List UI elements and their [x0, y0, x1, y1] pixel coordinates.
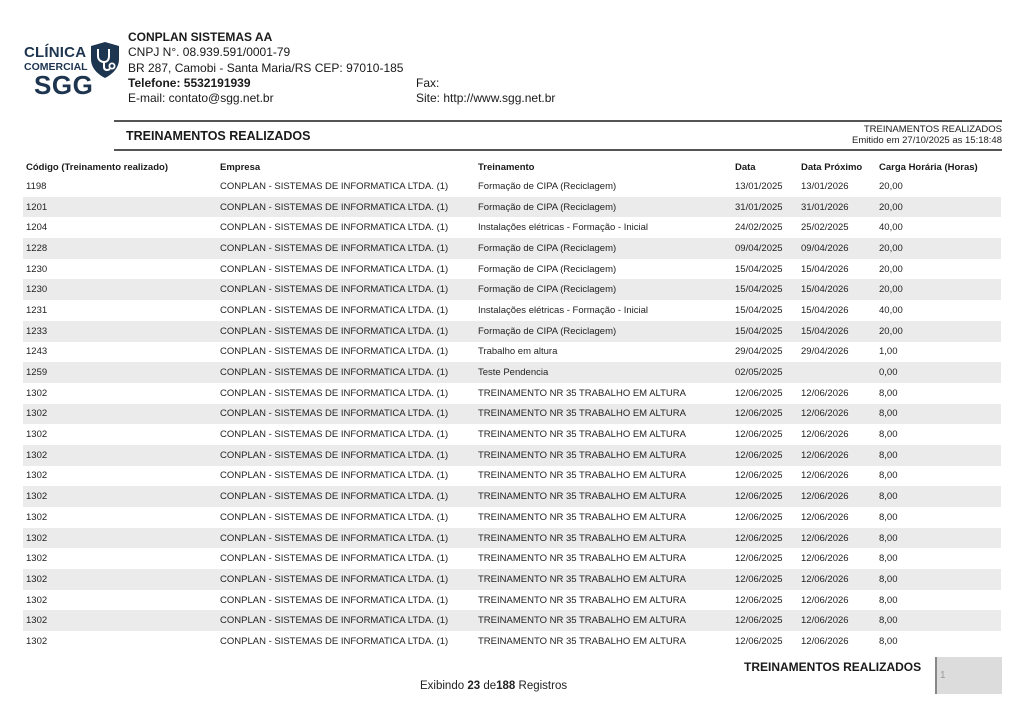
cell-date: 09/04/2025	[732, 238, 798, 259]
cell-training: TREINAMENTO NR 35 TRABALHO EM ALTURA	[478, 511, 686, 523]
table-row	[23, 217, 1001, 238]
cell-date: 12/06/2025	[732, 404, 798, 425]
cell-training: Trabalho em altura	[478, 346, 558, 358]
cell-next-date: 29/04/2026	[801, 346, 849, 358]
cell-training: Formação de CIPA (Reciclagem)	[478, 263, 617, 275]
company-email: E-mail: contato@sgg.net.br	[128, 91, 274, 106]
cell-company: CONPLAN - SISTEMAS DE INFORMATICA LTDA. (1)	[217, 610, 475, 631]
company-phone: Telefone: 5532191939	[128, 75, 251, 90]
col-header-code: Código (Treinamento realizado)	[26, 161, 168, 173]
cell-code: 1228	[23, 238, 217, 259]
table-row	[23, 548, 1001, 569]
report-title-bar	[114, 120, 1002, 151]
cell-training: TREINAMENTO NR 35 TRABALHO EM ALTURA	[475, 528, 732, 549]
cell-next-date: 12/06/2026	[798, 610, 876, 631]
col-header-next-date: Data Próximo	[801, 161, 863, 173]
cell-company: CONPLAN - SISTEMAS DE INFORMATICA LTDA. (1)	[217, 279, 475, 300]
cell-code: 1230	[26, 263, 48, 275]
cell-training: TREINAMENTO NR 35 TRABALHO EM ALTURA	[475, 445, 732, 466]
cell-next-date: 25/02/2025	[801, 222, 849, 234]
company-address: BR 287, Camobi - Santa Maria/RS CEP: 97010-185	[128, 60, 404, 75]
company-cnpj: CNPJ N°. 08.939.591/0001-79	[128, 45, 291, 60]
cell-date: 12/06/2025	[735, 553, 783, 565]
cell-hours: 8,00	[876, 445, 1001, 466]
cell-hours: 0,00	[876, 362, 1001, 383]
shield-stethoscope-icon	[89, 41, 121, 79]
cell-code: 1302	[26, 594, 48, 606]
table-row	[23, 590, 1001, 611]
col-header-company: Empresa	[220, 161, 261, 173]
cell-date: 12/06/2025	[732, 486, 798, 507]
cell-company: CONPLAN - SISTEMAS DE INFORMATICA LTDA. (1)	[220, 387, 449, 399]
cell-hours: 20,00	[876, 197, 1001, 218]
cell-code: 1302	[23, 528, 217, 549]
cell-next-date	[798, 362, 876, 383]
cell-hours: 20,00	[876, 238, 1001, 259]
cell-code: 1302	[23, 445, 217, 466]
cell-company: CONPLAN - SISTEMAS DE INFORMATICA LTDA. (1)	[217, 321, 475, 342]
trainings-table	[23, 158, 1001, 652]
table-row	[23, 466, 1001, 487]
cell-training: Teste Pendencia	[475, 362, 732, 383]
cell-hours: 20,00	[876, 279, 1001, 300]
cell-hours: 40,00	[879, 222, 903, 234]
col-header-date: Data	[735, 161, 756, 173]
cell-date: 15/04/2025	[732, 279, 798, 300]
cell-date: 15/04/2025	[735, 263, 783, 275]
cell-hours: 8,00	[876, 569, 1001, 590]
report-title: TREINAMENTOS REALIZADOS	[126, 129, 311, 143]
cell-next-date: 12/06/2026	[798, 569, 876, 590]
cell-training: TREINAMENTO NR 35 TRABALHO EM ALTURA	[478, 387, 686, 399]
page-number: 1	[940, 670, 946, 681]
table-row	[23, 569, 1001, 590]
records-prefix: Exibindo	[420, 680, 465, 692]
cell-code: 1302	[26, 470, 48, 482]
table-row	[23, 321, 1001, 342]
cell-company: CONPLAN - SISTEMAS DE INFORMATICA LTDA. (1)	[220, 594, 449, 606]
cell-date: 15/04/2025	[735, 304, 783, 316]
table-row	[23, 238, 1001, 259]
cell-date: 24/02/2025	[735, 222, 783, 234]
cell-code: 1302	[26, 635, 48, 647]
company-info	[128, 30, 556, 106]
col-header-training: Treinamento	[478, 161, 535, 173]
table-row	[23, 631, 1001, 652]
cell-date: 12/06/2025	[735, 429, 783, 441]
cell-training: TREINAMENTO NR 35 TRABALHO EM ALTURA	[478, 553, 686, 565]
table-row	[23, 424, 1001, 445]
table-row	[23, 383, 1001, 404]
cell-date: 12/06/2025	[735, 635, 783, 647]
table-header-row	[23, 158, 1001, 176]
cell-next-date: 12/06/2026	[801, 470, 849, 482]
cell-training: Formação de CIPA (Reciclagem)	[475, 238, 732, 259]
cell-next-date: 12/06/2026	[798, 445, 876, 466]
cell-company: CONPLAN - SISTEMAS DE INFORMATICA LTDA. (1)	[220, 222, 449, 234]
cell-hours: 8,00	[879, 470, 898, 482]
cell-next-date: 13/01/2026	[801, 180, 849, 192]
cell-next-date: 15/04/2026	[798, 279, 876, 300]
cell-company: CONPLAN - SISTEMAS DE INFORMATICA LTDA. (1)	[220, 346, 449, 358]
cell-date: 12/06/2025	[732, 610, 798, 631]
table-row	[23, 259, 1001, 280]
cell-code: 1302	[23, 486, 217, 507]
cell-training: TREINAMENTO NR 35 TRABALHO EM ALTURA	[478, 635, 686, 647]
cell-training: TREINAMENTO NR 35 TRABALHO EM ALTURA	[475, 610, 732, 631]
cell-next-date: 12/06/2026	[801, 429, 849, 441]
cell-hours: 8,00	[876, 610, 1001, 631]
table-row	[23, 300, 1001, 321]
cell-code: 1302	[23, 404, 217, 425]
cell-next-date: 12/06/2026	[798, 486, 876, 507]
cell-next-date: 15/04/2026	[798, 321, 876, 342]
cell-date: 12/06/2025	[732, 569, 798, 590]
table-row	[23, 342, 1001, 363]
logo-line-2: COMERCIAL	[24, 61, 88, 73]
cell-training: Formação de CIPA (Reciclagem)	[475, 321, 732, 342]
page-number-box	[935, 657, 1002, 694]
cell-date: 29/04/2025	[735, 346, 783, 358]
table-row	[23, 176, 1001, 197]
cell-hours: 1,00	[879, 346, 898, 358]
cell-code: 1302	[26, 511, 48, 523]
cell-date: 12/06/2025	[732, 445, 798, 466]
cell-hours: 8,00	[876, 486, 1001, 507]
cell-company: CONPLAN - SISTEMAS DE INFORMATICA LTDA. (1)	[220, 553, 449, 565]
table-row	[23, 197, 1001, 218]
cell-code: 1302	[26, 553, 48, 565]
records-suffix: Registros	[518, 680, 568, 692]
cell-hours: 8,00	[879, 387, 898, 399]
cell-hours: 8,00	[879, 511, 898, 523]
logo-line-1: CLÍNICA	[24, 44, 87, 61]
cell-training: TREINAMENTO NR 35 TRABALHO EM ALTURA	[478, 594, 686, 606]
cell-hours: 20,00	[879, 263, 903, 275]
cell-training: TREINAMENTO NR 35 TRABALHO EM ALTURA	[475, 404, 732, 425]
report-emitted: Emitido em 27/10/2025 as 15:18:48	[852, 135, 1002, 146]
cell-next-date: 09/04/2026	[798, 238, 876, 259]
table-row	[23, 279, 1001, 300]
cell-next-date: 15/04/2026	[801, 304, 849, 316]
cell-date: 31/01/2025	[732, 197, 798, 218]
cell-training: Formação de CIPA (Reciclagem)	[475, 197, 732, 218]
table-row	[23, 362, 1001, 383]
cell-date: 12/06/2025	[735, 594, 783, 606]
cell-company: CONPLAN - SISTEMAS DE INFORMATICA LTDA. (1)	[217, 197, 475, 218]
cell-date: 12/06/2025	[735, 470, 783, 482]
report-meta	[852, 124, 1002, 146]
cell-date: 02/05/2025	[732, 362, 798, 383]
table-row	[23, 486, 1001, 507]
cell-code: 1302	[23, 610, 217, 631]
cell-code: 1201	[23, 197, 217, 218]
cell-company: CONPLAN - SISTEMAS DE INFORMATICA LTDA. (1)	[217, 569, 475, 590]
cell-code: 1198	[26, 180, 47, 192]
cell-company: CONPLAN - SISTEMAS DE INFORMATICA LTDA. (1)	[220, 511, 449, 523]
company-name: CONPLAN SISTEMAS AA	[128, 30, 273, 44]
clinic-logo	[22, 40, 122, 100]
cell-hours: 8,00	[879, 594, 898, 606]
cell-date: 12/06/2025	[732, 528, 798, 549]
cell-training: Instalações elétricas - Formação - Inicial	[478, 304, 649, 316]
cell-company: CONPLAN - SISTEMAS DE INFORMATICA LTDA. (1)	[217, 404, 475, 425]
cell-code: 1204	[26, 222, 48, 234]
records-summary	[420, 680, 567, 692]
cell-training: TREINAMENTO NR 35 TRABALHO EM ALTURA	[478, 429, 686, 441]
cell-hours: 40,00	[879, 304, 903, 316]
records-mid: de	[483, 680, 497, 692]
company-fax: Fax:	[416, 75, 440, 90]
cell-company: CONPLAN - SISTEMAS DE INFORMATICA LTDA. (1)	[220, 635, 449, 647]
cell-next-date: 12/06/2026	[798, 404, 876, 425]
cell-code: 1231	[26, 304, 48, 316]
cell-next-date: 12/06/2026	[801, 511, 849, 523]
footer-title: TREINAMENTOS REALIZADOS	[744, 660, 922, 674]
cell-training: Instalações elétricas - Formação - Inicial	[478, 222, 649, 234]
cell-code: 1243	[26, 346, 48, 358]
cell-date: 13/01/2025	[735, 180, 783, 192]
records-shown: 23	[467, 680, 481, 692]
table-row	[23, 445, 1001, 466]
company-site: Site: http://www.sgg.net.br	[416, 91, 556, 106]
col-header-hours: Carga Horária (Horas)	[879, 161, 978, 173]
cell-date: 15/04/2025	[732, 321, 798, 342]
cell-code: 1233	[23, 321, 217, 342]
logo-line-3: SGG	[34, 70, 94, 100]
cell-hours: 8,00	[876, 404, 1001, 425]
cell-training: Formação de CIPA (Reciclagem)	[478, 180, 617, 192]
cell-company: CONPLAN - SISTEMAS DE INFORMATICA LTDA. (1)	[217, 445, 475, 466]
cell-training: Formação de CIPA (Reciclagem)	[475, 279, 732, 300]
cell-company: CONPLAN - SISTEMAS DE INFORMATICA LTDA. (1)	[217, 238, 475, 259]
table-row	[23, 507, 1001, 528]
cell-hours: 20,00	[876, 321, 1001, 342]
cell-training: TREINAMENTO NR 35 TRABALHO EM ALTURA	[478, 470, 686, 482]
cell-training: TREINAMENTO NR 35 TRABALHO EM ALTURA	[475, 486, 732, 507]
table-row	[23, 528, 1001, 549]
cell-hours: 8,00	[879, 429, 898, 441]
cell-hours: 8,00	[879, 635, 898, 647]
cell-code: 1302	[26, 387, 48, 399]
records-total: 188	[496, 680, 516, 692]
table-row	[23, 610, 1001, 631]
cell-hours: 20,00	[879, 180, 903, 192]
cell-company: CONPLAN - SISTEMAS DE INFORMATICA LTDA. (1)	[220, 429, 449, 441]
cell-code: 1259	[23, 362, 217, 383]
cell-date: 12/06/2025	[735, 387, 783, 399]
cell-next-date: 12/06/2026	[801, 553, 849, 565]
cell-code: 1302	[26, 429, 48, 441]
cell-training: TREINAMENTO NR 35 TRABALHO EM ALTURA	[475, 569, 732, 590]
cell-company: CONPLAN - SISTEMAS DE INFORMATICA LTDA. (1)	[220, 180, 449, 192]
cell-next-date: 12/06/2026	[798, 528, 876, 549]
cell-company: CONPLAN - SISTEMAS DE INFORMATICA LTDA. (1)	[220, 304, 449, 316]
cell-code: 1302	[23, 569, 217, 590]
cell-code: 1230	[23, 279, 217, 300]
cell-next-date: 31/01/2026	[798, 197, 876, 218]
cell-next-date: 12/06/2026	[801, 387, 849, 399]
cell-company: CONPLAN - SISTEMAS DE INFORMATICA LTDA. (1)	[217, 486, 475, 507]
cell-company: CONPLAN - SISTEMAS DE INFORMATICA LTDA. (1)	[220, 263, 449, 275]
cell-date: 12/06/2025	[735, 511, 783, 523]
cell-company: CONPLAN - SISTEMAS DE INFORMATICA LTDA. (1)	[217, 362, 475, 383]
cell-next-date: 12/06/2026	[801, 635, 849, 647]
report-meta-title: TREINAMENTOS REALIZADOS	[863, 124, 1002, 135]
cell-next-date: 15/04/2026	[801, 263, 849, 275]
cell-hours: 8,00	[879, 553, 898, 565]
cell-next-date: 12/06/2026	[801, 594, 849, 606]
cell-hours: 8,00	[876, 528, 1001, 549]
cell-company: CONPLAN - SISTEMAS DE INFORMATICA LTDA. (1)	[220, 470, 449, 482]
table-row	[23, 404, 1001, 425]
cell-company: CONPLAN - SISTEMAS DE INFORMATICA LTDA. (1)	[217, 528, 475, 549]
